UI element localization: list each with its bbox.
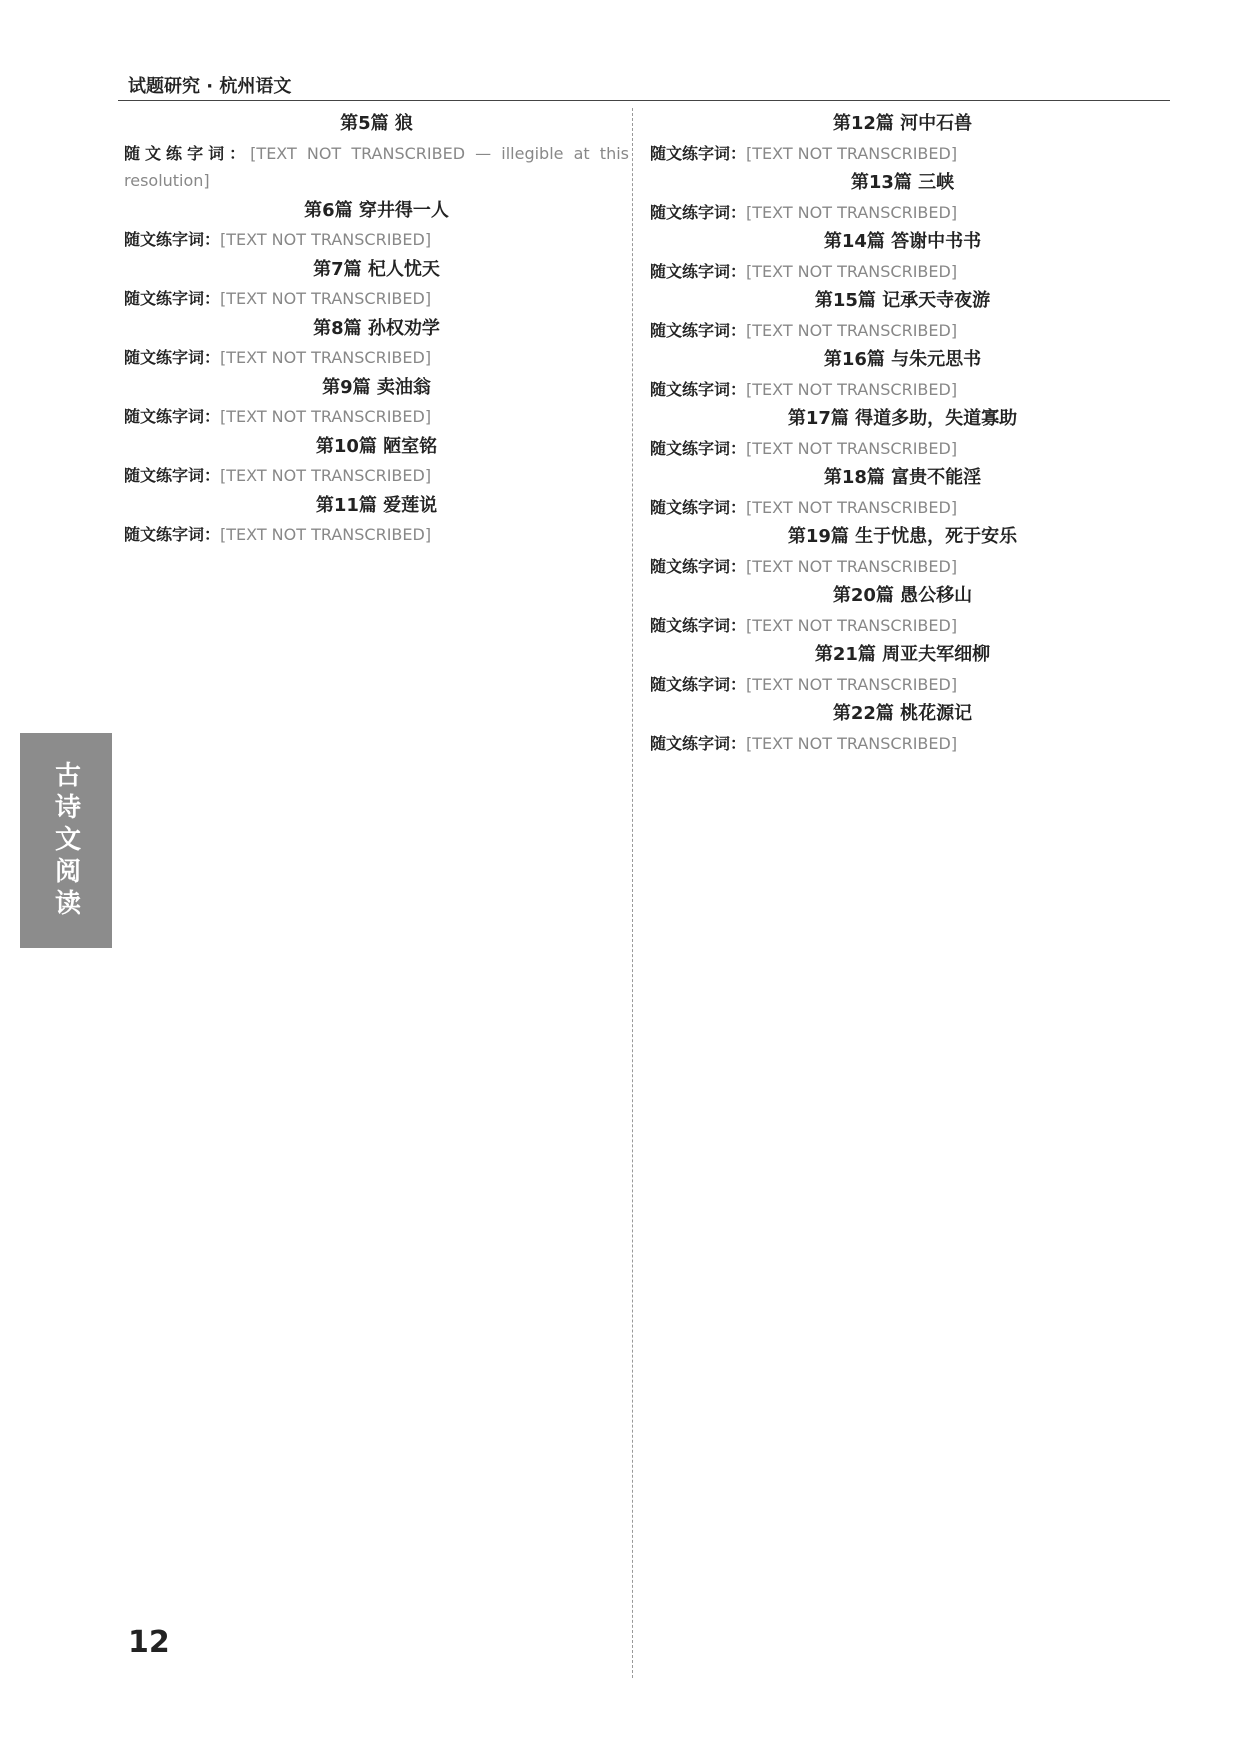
section-title: 第6篇 穿井得一人 xyxy=(304,199,449,221)
section-title: 第12篇 河中石兽 xyxy=(832,113,973,134)
answer-paragraph xyxy=(650,553,1155,581)
section-title: 第21篇 周亚夫军细柳 xyxy=(814,644,991,665)
answer-label: 随文练字词： xyxy=(650,674,747,694)
answer-paragraph xyxy=(124,226,629,254)
answer-paragraph xyxy=(650,435,1155,463)
answer-text: [TEXT NOT TRANSCRIBED] xyxy=(220,230,432,249)
answer-paragraph xyxy=(650,317,1155,345)
section-title: 第17篇 得道多助，失道寡助 xyxy=(787,408,1018,429)
answer-paragraph xyxy=(650,376,1155,404)
answer-text: [TEXT NOT TRANSCRIBED] xyxy=(746,438,958,458)
answer-label: 随文练字词： xyxy=(124,143,251,163)
answer-label: 随文练字词： xyxy=(650,261,747,281)
answer-paragraph xyxy=(124,462,629,490)
answer-label: 随文练字词： xyxy=(650,320,747,340)
right-column xyxy=(650,108,1155,757)
section-title: 第16篇 与朱元思书 xyxy=(823,349,982,370)
column-divider xyxy=(632,108,633,1678)
section-title: 第13篇 三峡 xyxy=(850,172,955,193)
answer-label: 随文练字词： xyxy=(650,202,747,222)
answer-label: 随文练字词： xyxy=(124,525,221,544)
answer-text: [TEXT NOT TRANSCRIBED] xyxy=(220,289,432,308)
answer-text: [TEXT NOT TRANSCRIBED] xyxy=(746,143,958,163)
answer-text: [TEXT NOT TRANSCRIBED] xyxy=(220,348,432,367)
answer-text: [TEXT NOT TRANSCRIBED] xyxy=(220,525,432,544)
answer-label: 随文练字词： xyxy=(650,615,747,635)
answer-paragraph xyxy=(650,730,1155,758)
answer-text: [TEXT NOT TRANSCRIBED] xyxy=(746,733,958,753)
answer-paragraph xyxy=(650,199,1155,227)
answer-text: [TEXT NOT TRANSCRIBED] xyxy=(746,497,958,517)
answer-text: [TEXT NOT TRANSCRIBED] xyxy=(746,615,958,635)
answer-paragraph xyxy=(650,140,1155,168)
answer-paragraph xyxy=(650,494,1155,522)
section-title: 第8篇 孙权劝学 xyxy=(313,317,440,339)
answer-paragraph xyxy=(124,403,629,431)
section-title: 第5篇 狼 xyxy=(340,113,413,134)
answer-text: [TEXT NOT TRANSCRIBED] xyxy=(746,379,958,399)
answer-label: 随文练字词： xyxy=(650,379,747,399)
answer-label: 随文练字词： xyxy=(124,230,221,249)
section-side-tab: 古诗文阅读 xyxy=(20,733,112,948)
answer-paragraph xyxy=(124,140,629,195)
section-title: 第9篇 卖油翁 xyxy=(322,376,431,398)
answer-label: 随文练字词： xyxy=(650,497,747,517)
section-title: 第11篇 爱莲说 xyxy=(315,494,438,516)
section-title: 第10篇 陋室铭 xyxy=(315,435,438,457)
left-column xyxy=(124,108,629,549)
answer-label: 随文练字词： xyxy=(124,407,221,426)
section-title: 第14篇 答谢中书书 xyxy=(823,231,982,252)
section-title: 第20篇 愚公移山 xyxy=(832,585,973,606)
answer-text: [TEXT NOT TRANSCRIBED] xyxy=(220,407,432,426)
answer-paragraph xyxy=(124,344,629,372)
section-title: 第19篇 生于忧患，死于安乐 xyxy=(787,526,1018,547)
answer-label: 随文练字词： xyxy=(124,466,221,485)
answer-paragraph xyxy=(124,521,629,549)
answer-label: 随文练字词： xyxy=(650,143,747,163)
answer-text: [TEXT NOT TRANSCRIBED] xyxy=(746,556,958,576)
answer-text: [TEXT NOT TRANSCRIBED] xyxy=(746,320,958,340)
section-title: 第18篇 富贵不能淫 xyxy=(823,467,982,488)
answer-label: 随文练字词： xyxy=(124,348,221,367)
answer-label: 随文练字词： xyxy=(124,289,221,308)
answer-paragraph xyxy=(124,285,629,313)
running-header: 试题研究 · 杭州语文 xyxy=(128,76,292,97)
answer-paragraph xyxy=(650,671,1155,699)
answer-text: [TEXT NOT TRANSCRIBED — illegible at this resolution] xyxy=(124,143,629,190)
answer-label: 随文练字词： xyxy=(650,438,747,458)
answer-text: [TEXT NOT TRANSCRIBED] xyxy=(746,202,958,222)
answer-text: [TEXT NOT TRANSCRIBED] xyxy=(746,674,958,694)
section-title: 第15篇 记承天寺夜游 xyxy=(814,290,991,311)
answer-label: 随文练字词： xyxy=(650,733,747,753)
answer-paragraph xyxy=(650,258,1155,286)
section-title: 第7篇 杞人忧天 xyxy=(313,258,440,280)
answer-label: 随文练字词： xyxy=(650,556,747,576)
answer-text: [TEXT NOT TRANSCRIBED] xyxy=(220,466,432,485)
page-number: 12 xyxy=(128,1625,170,1660)
answer-paragraph xyxy=(650,612,1155,640)
answer-text: [TEXT NOT TRANSCRIBED] xyxy=(746,261,958,281)
header-rule xyxy=(118,100,1170,101)
section-title: 第22篇 桃花源记 xyxy=(832,703,973,724)
